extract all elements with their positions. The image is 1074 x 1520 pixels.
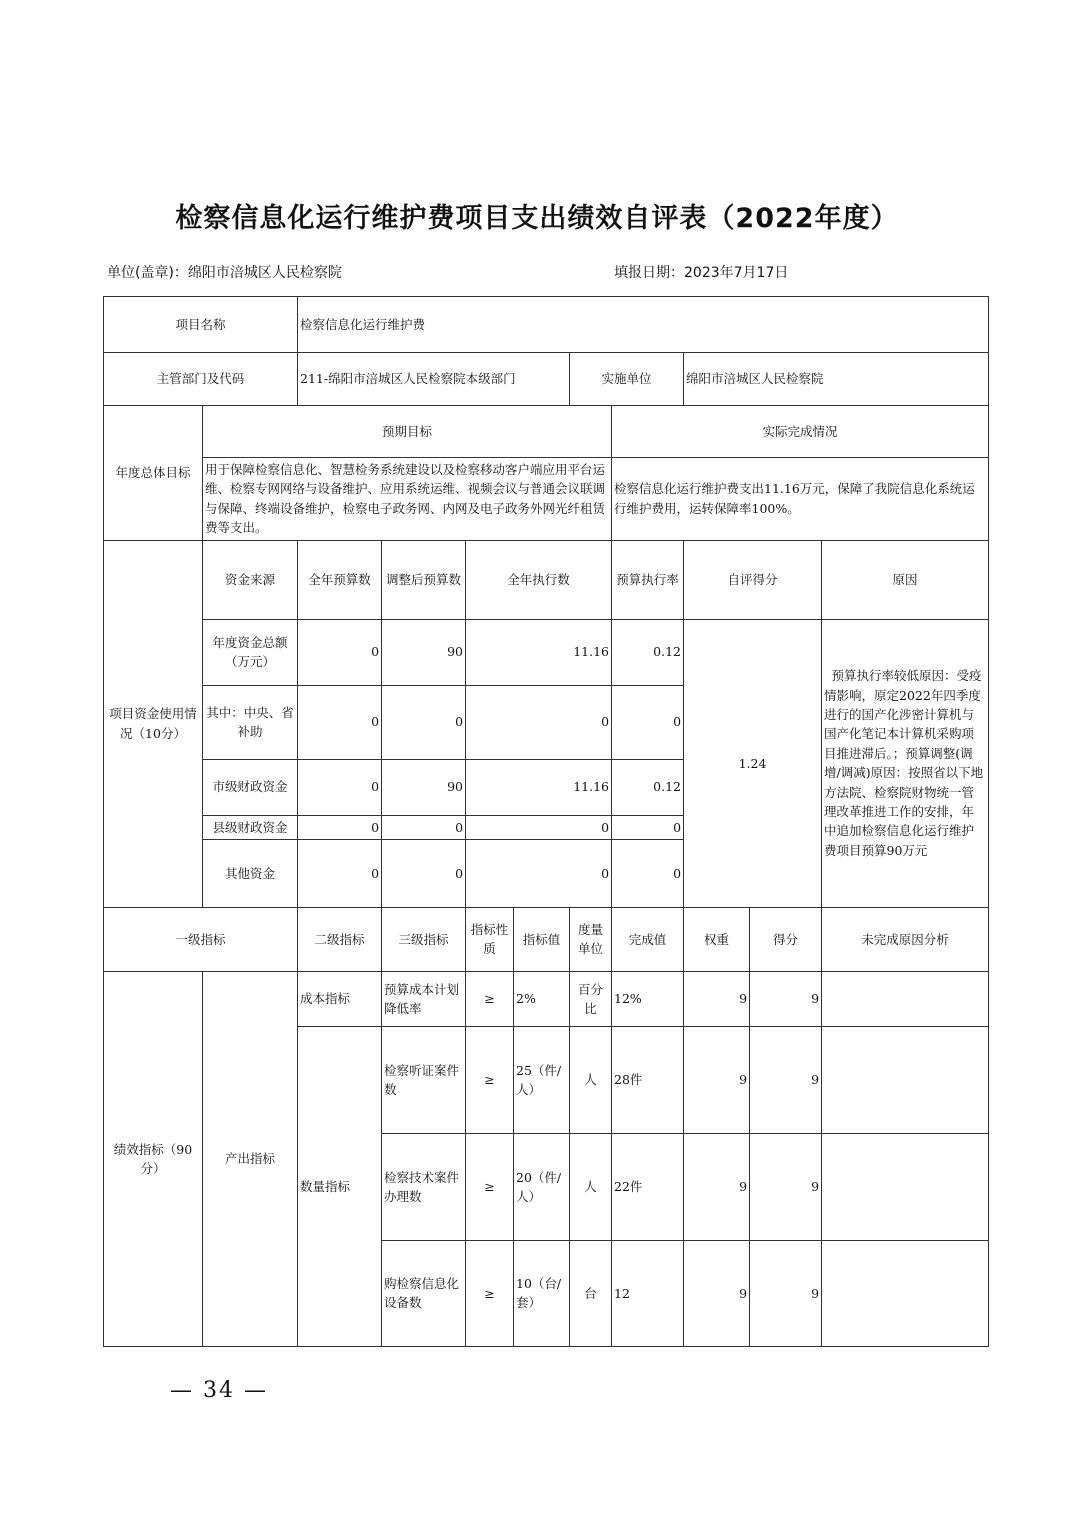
- indicator-done: 22件: [612, 1133, 684, 1240]
- fund-executed: 0: [466, 685, 612, 759]
- indicator-nature: ≥: [466, 1026, 514, 1133]
- unit-label: 单位(盖章)：绵阳市涪城区人民检察院: [107, 265, 342, 281]
- indicator-value: 2%: [514, 971, 570, 1026]
- self-score: 1.24: [684, 619, 822, 907]
- fund-source: 年度资金总额（万元）: [203, 619, 298, 685]
- indicator-reason: [822, 1240, 989, 1346]
- indicator-reason: [822, 1026, 989, 1133]
- indicator-unit: 人: [570, 1133, 612, 1240]
- indicator-done: 12: [612, 1240, 684, 1346]
- fund-adjusted: 90: [382, 759, 466, 815]
- expected-label: 预期目标: [203, 406, 612, 458]
- indicator-nature: ≥: [466, 1240, 514, 1346]
- indicator-done: 12%: [612, 971, 684, 1026]
- fund-annual: 0: [298, 685, 382, 759]
- fund-executed: 0: [466, 839, 612, 907]
- indicator-nature: ≥: [466, 971, 514, 1026]
- project-name-value: 检察信息化运行维护费: [298, 297, 989, 353]
- fund-adjusted: 0: [382, 815, 466, 839]
- indicator-level3: 预算成本计划降低率: [382, 971, 466, 1026]
- impl-label: 实施单位: [570, 353, 684, 406]
- indicator-level3: 检察听证案件数: [382, 1026, 466, 1133]
- ind-header: 权重: [684, 907, 750, 971]
- fund-adjusted: 0: [382, 839, 466, 907]
- fund-executed: 11.16: [466, 759, 612, 815]
- actual-result: 检察信息化运行维护费支出11.16万元，保障了我院信息化系统运行维护费用，运转保障率100%。: [612, 458, 989, 541]
- indicator-weight: 9: [684, 1133, 750, 1240]
- fund-rate: 0.12: [612, 759, 684, 815]
- fund-source: 其他资金: [203, 839, 298, 907]
- fill-date: 填报日期：2023年7月17日: [614, 265, 789, 281]
- fund-source: 其中：中央、省补助: [203, 685, 298, 759]
- page-title: 检察信息化运行维护费项目支出绩效自评表（2022年度）: [175, 203, 899, 234]
- fund-executed: 11.16: [466, 619, 612, 685]
- dept-value: 211-绵阳市涪城区人民检察院本级部门: [298, 353, 570, 406]
- fund-rate: 0.12: [612, 619, 684, 685]
- funds-section-label: 项目资金使用情况（10分）: [104, 540, 203, 907]
- page-number: — 34 —: [170, 1378, 268, 1403]
- dept-label: 主管部门及代码: [104, 353, 298, 406]
- ind-header: 未完成原因分析: [822, 907, 989, 971]
- goal-label: 年度总体目标: [104, 406, 203, 541]
- impl-value: 绵阳市涪城区人民检察院: [684, 353, 989, 406]
- funds-header: 预算执行率: [612, 540, 684, 619]
- indicator-value: 10（台/套）: [514, 1240, 570, 1346]
- indicator-unit: 台: [570, 1240, 612, 1346]
- fund-source: 市级财政资金: [203, 759, 298, 815]
- indicator-value: 25（件/人）: [514, 1026, 570, 1133]
- funds-header: 原因: [822, 540, 989, 619]
- indicator-weight: 9: [684, 1026, 750, 1133]
- indicator-score: 9: [750, 971, 822, 1026]
- indicator-value: 20（件/人）: [514, 1133, 570, 1240]
- indicator-reason: [822, 1133, 989, 1240]
- ind-header: 二级指标: [298, 907, 382, 971]
- funds-header: 全年预算数: [298, 540, 382, 619]
- ind-header: 度量单位: [570, 907, 612, 971]
- project-name-label: 项目名称: [104, 297, 298, 353]
- funds-header: 资金来源: [203, 540, 298, 619]
- indicator-done: 28件: [612, 1026, 684, 1133]
- fund-adjusted: 0: [382, 685, 466, 759]
- indicator-reason: [822, 971, 989, 1026]
- actual-label: 实际完成情况: [612, 406, 989, 458]
- indicator-level2: 产出指标: [203, 971, 298, 1346]
- fund-annual: 0: [298, 619, 382, 685]
- ind-header: 指标值: [514, 907, 570, 971]
- ind-header: 得分: [750, 907, 822, 971]
- fund-annual: 0: [298, 815, 382, 839]
- indicator-score: 9: [750, 1026, 822, 1133]
- ind-header: 完成值: [612, 907, 684, 971]
- funds-header: 调整后预算数: [382, 540, 466, 619]
- fund-executed: 0: [466, 815, 612, 839]
- fund-source: 县级财政资金: [203, 815, 298, 839]
- fund-rate: 0: [612, 815, 684, 839]
- indicator-level3: 购检察信息化设备数: [382, 1240, 466, 1346]
- fund-reason: 预算执行率较低原因：受疫情影响，原定2022年四季度进行的国产化涉密计算机与国产化笔记本计算机采购项目推进滞后。；预算调整(调增/调减)原因：按照省以下地方法院、检察院财物统一管理改革推进工作的安排，年中追加检察信息化运行维护费项目预算90万元: [822, 619, 989, 907]
- indicator-score: 9: [750, 1240, 822, 1346]
- indicator-unit: 百分比: [570, 971, 612, 1026]
- evaluation-table: [103, 296, 989, 1347]
- funds-header: 自评得分: [684, 540, 822, 619]
- indicator-weight: 9: [684, 1240, 750, 1346]
- ind-header: 指标性质: [466, 907, 514, 971]
- indicator-level1: 绩效指标（90分）: [104, 971, 203, 1346]
- indicator-weight: 9: [684, 971, 750, 1026]
- funds-header: 全年执行数: [466, 540, 612, 619]
- fund-rate: 0: [612, 685, 684, 759]
- fund-adjusted: 90: [382, 619, 466, 685]
- indicator-level3: 检察技术案件办理数: [382, 1133, 466, 1240]
- indicator-score: 9: [750, 1133, 822, 1240]
- indicator-nature: ≥: [466, 1133, 514, 1240]
- indicator-unit: 人: [570, 1026, 612, 1133]
- cost-indicator-label: 成本指标: [298, 971, 382, 1026]
- ind-header: 一级指标: [104, 907, 298, 971]
- fund-annual: 0: [298, 759, 382, 815]
- expected-goal: 用于保障检察信息化、智慧检务系统建设以及检察移动客户端应用平台运维、检察专网网络与设备维护、应用系统运维、视频会议与普通会议联调与保障、终端设备维护，检察电子政务网、内网及电子政务外网光纤租赁费等支出。: [203, 458, 612, 541]
- fund-annual: 0: [298, 839, 382, 907]
- ind-header: 三级指标: [382, 907, 466, 971]
- fund-rate: 0: [612, 839, 684, 907]
- quantity-indicator-label: 数量指标: [298, 1026, 382, 1346]
